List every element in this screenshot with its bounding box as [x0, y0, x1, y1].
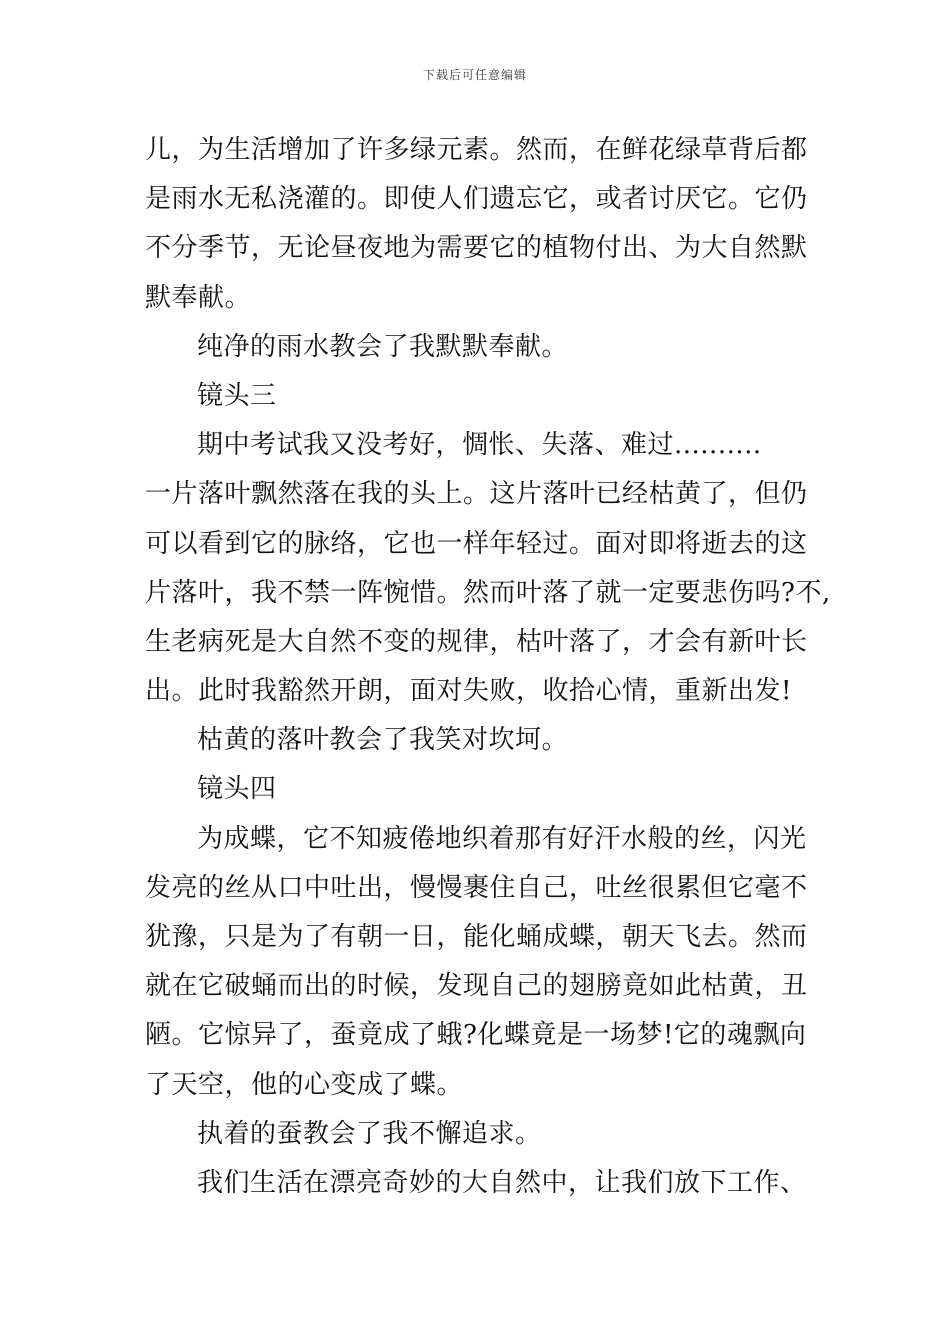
- text-line: 我们生活在漂亮奇妙的大自然中，让我们放下工作、: [197, 1167, 807, 1198]
- text-line: 默奉献。: [145, 282, 252, 313]
- text-line: 执着的蚕教会了我不懈追求。: [197, 1118, 542, 1149]
- text-line: 就在它破蛹而出的时候，发现自己的翅膀竟如此枯黄，丑: [145, 971, 808, 1002]
- section-heading: 镜头三: [197, 380, 277, 411]
- text-line: 纯净的雨水教会了我默默奉献。: [197, 331, 569, 362]
- section-heading: 镜头四: [197, 774, 277, 805]
- text-line: 不分季节，无论昼夜地为需要它的植物付出、为大自然默: [145, 233, 808, 264]
- text-line: 可以看到它的脉络，它也一样年轻过。面对即将逝去的这: [145, 528, 808, 559]
- text-line: 片落叶，我不禁一阵惋惜。然而叶落了就一定要悲伤吗?不,: [145, 577, 831, 608]
- text-line: 一片落叶飘然落在我的头上。这片落叶已经枯黄了，但仍: [145, 479, 808, 510]
- document-body: [145, 126, 831, 1208]
- text-line: 期中考试我又没考好，惆怅、失落、难过..........: [197, 430, 762, 461]
- text-line: 是雨水无私浇灌的。即使人们遗忘它，或者讨厌它。它仍: [145, 184, 808, 215]
- text-line: 犹豫，只是为了有朝一日，能化蛹成蝶，朝天飞去。然而: [145, 922, 808, 952]
- text-line: 出。此时我豁然开朗，面对失败，收拾心情，重新出发!: [145, 676, 792, 707]
- page-header: 下载后可任意编辑: [422, 68, 527, 82]
- text-line: 生老病死是大自然不变的规律，枯叶落了，才会有新叶长: [145, 626, 808, 657]
- text-line: 发亮的丝从口中吐出，慢慢裹住自己，吐丝很累但它毫不: [145, 872, 808, 903]
- text-line: 了天空，他的心变成了蝶。: [145, 1069, 464, 1100]
- text-line: 枯黄的落叶教会了我笑对坎坷。: [197, 725, 569, 756]
- text-line: 为成蝶，它不知疲倦地织着那有好汗水般的丝，闪光: [197, 823, 807, 854]
- text-line: 儿，为生活增加了许多绿元素。然而，在鲜花绿草背后都: [145, 135, 808, 165]
- text-line: 陋。它惊异了，蚕竟成了蛾?化蝶竟是一场梦!它的魂飘向: [145, 1020, 807, 1051]
